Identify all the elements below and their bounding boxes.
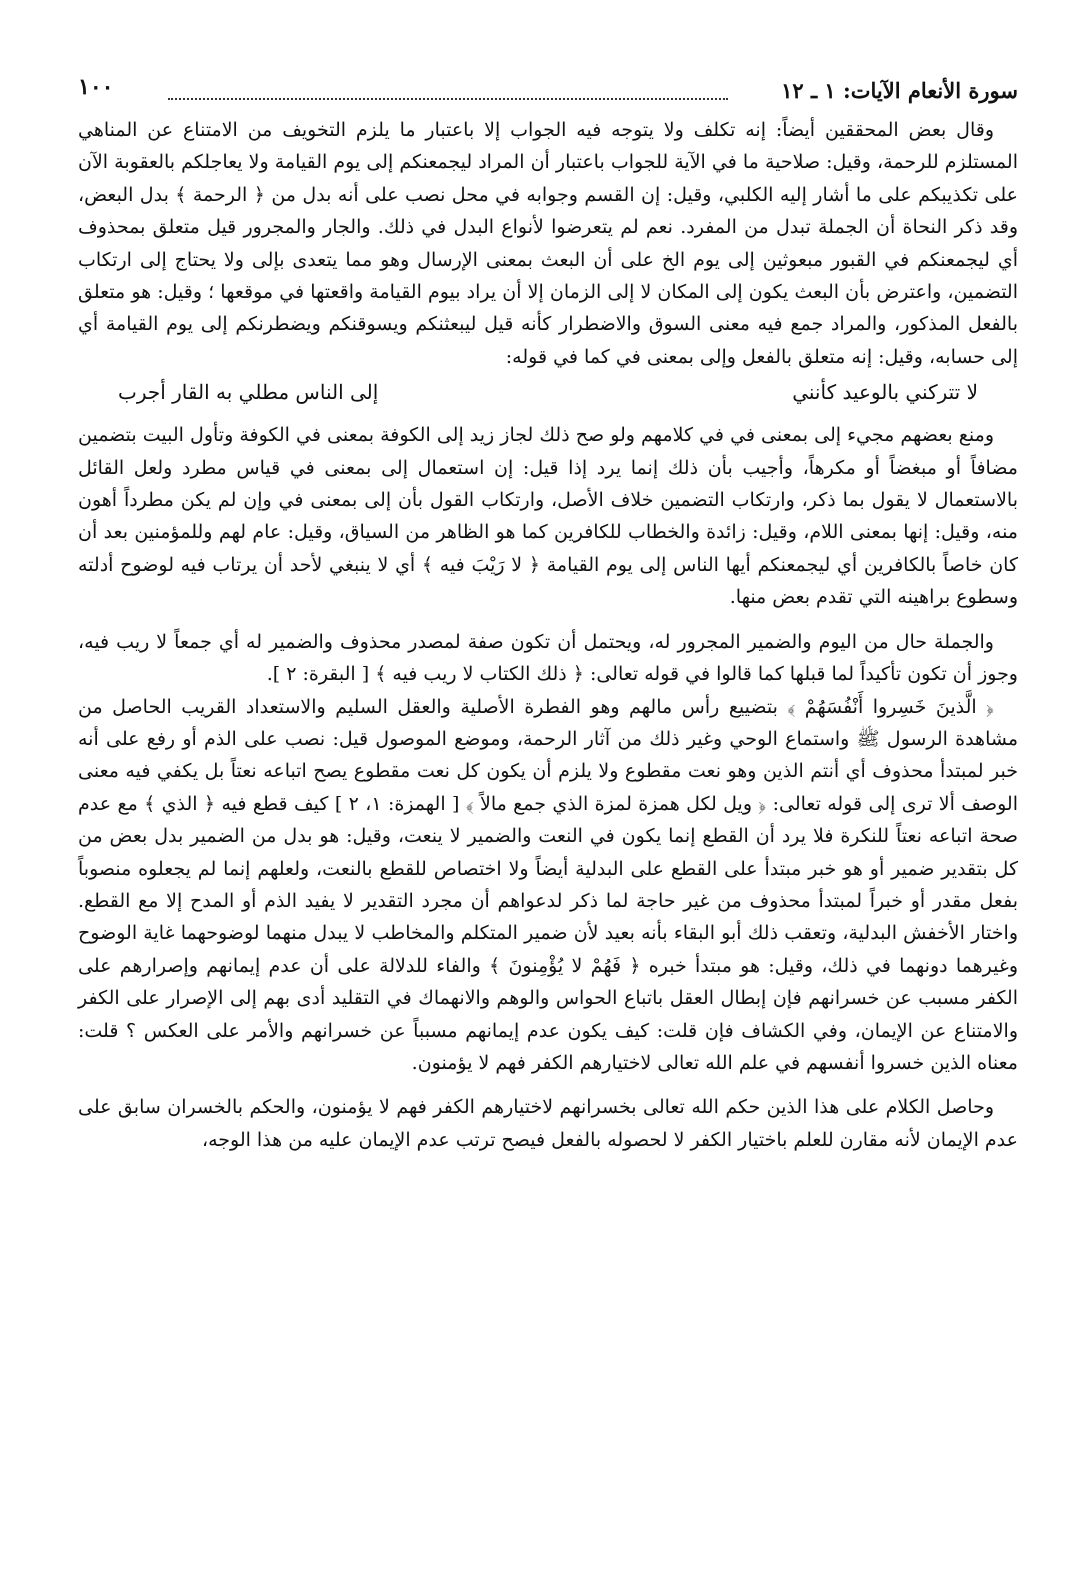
surah-title: سورة الأنعام الآيات: ١ ـ ١٢ xyxy=(781,78,1018,103)
page-number: ١٠٠ xyxy=(78,74,114,100)
paragraph-1: وقال بعض المحققين أيضاً: إنه تكلف ولا يتوجه فيه الجواب إلا باعتبار ما يلزم التخويف من الامتناع عن المناهي المستلزم للرحمة، وقيل: صلاحية ما في الآية للجواب باعتبار أن المراد ليجمعنكم إلى يوم القيامة ولا يعاجلكم بالعقوبة الآن على تكذيبكم على ما أشار إليه الكلبي، وقيل: إن القسم وجوابه في محل نصب على أنه بدل من ﴿ الرحمة ﴾ بدل البعض، وقد ذكر النحاة أن الجملة تبدل من المفرد. نعم لم يتعرضوا لأنواع البدل في ذلك. والجار والمجرور قيل متعلق بمحذوف أي ليجمعنكم في القبور مبعوثين إلى يوم الخ على أن البعث بمعنى الإرسال وهو مما يتعدى بإلى ولا يحتاج إلى ارتكاب التضمين، واعترض بأن البعث يكون إلى المكان لا إلى الزمان إلا أن يراد بيوم القيامة واقعتها في موقعها ؛ وقيل: هو متعلق بالفعل المذكور، والمراد جمع فيه معنى السوق والاضطرار كأنه قيل ليبعثنكم ويسوقنكم ويضطرنكم إلى يوم القيامة أي إلى حسابه، وقيل: إنه متعلق بالفعل وإلى بمعنى في كما في قوله: xyxy=(78,119,1018,368)
verse-first-hemistich: لا تتركني بالوعيد كأنني xyxy=(792,380,978,405)
paragraph-3: والجملة حال من اليوم والضمير المجرور له، ويحتمل أن تكون صفة لمصدر محذوف والضمير له أي جمعاً لا ريب فيه، وجوز أن تكون تأكيداً لما قبلها كما قالوا في قوله تعالى: ﴿ ذلك الكتاب لا ريب فيه ﴾ [ البقرة: ٢ ]. xyxy=(78,630,1018,686)
page-header xyxy=(78,70,1018,114)
page xyxy=(78,70,1018,1156)
header-dotted-leader xyxy=(168,76,728,100)
verse-second-hemistich: إلى الناس مطلي به القار أجرب xyxy=(118,380,379,405)
paragraph-4: ﴿ الَّذينَ خَسِروا أَنْفُسَهُمْ ﴾ بتضييع رأس مالهم وهو الفطرة الأصلية والعقل السليم والاستعداد القريب الحاصل من مشاهدة الرسول ﷺ واستماع الوحي وغير ذلك من آثار الرحمة، وموضع الموصول قيل: نصب على الذم أو رفع على أنه خبر لمبتدأ محذوف أي أنتم الذين وهو نعت مقطوع ولا يلزم أن يكون كل نعت مقطوع يصح اتباعه نعتاً بل يكفي فيه معنى الوصف ألا ترى إلى قوله تعالى: ﴿ ويل لكل همزة لمزة الذي جمع مالاً ﴾ [ الهمزة: ١، ٢ ] كيف قطع فيه ﴿ الذي ﴾ مع عدم صحة اتباعه نعتاً للنكرة فلا يرد أن القطع إنما يكون في النعت والضمير لا ينعت، وقيل: هو بدل من الضمير بدل بعض من كل بتقدير ضمير أو هو خبر مبتدأ على القطع على البدلية أيضاً ولا اختصاص للقطع بالنعت، ولعلهم إنما لم يجعلوه منصوباً بفعل مقدر أو خبراً لمبتدأ محذوف من غير حاجة لما ذكر لدعواهم أن مجرد التقدير لا يفيد الذم أو المدح إلا مع القطع. واختار الأخفش البدلية، وتعقب ذلك أبو البقاء بأنه بعيد لأن ضمير المتكلم والمخاطب لا يبدل منهما لوضوحهما غاية الوضوح وغيرهما دونهما في ذلك، وقيل: هو مبتدأ خبره ﴿ فَهُمْ لا يُؤْمِنونَ ﴾ والفاء للدلالة على أن عدم إيمانهم وإصرارهم على الكفر مسبب عن خسرانهم فإن إبطال العقل باتباع الحواس والوهم والانهماك في التقليد أدى بهم إلى الإصرار على الكفر والامتناع عن الإيمان، وفي الكشاف فإن قلت: كيف يكون عدم إيمانهم مسبباً عن خسرانهم والأمر على العكس ؟ قلت: معناه الذين خسروا أنفسهم في علم الله تعالى لاختيارهم الكفر فهم لا يؤمنون. xyxy=(78,695,1019,1074)
poetry-verse xyxy=(78,375,1018,409)
paragraph-2: ومنع بعضهم مجيء إلى بمعنى في في كلامهم ولو صح ذلك لجاز زيد إلى الكوفة بمعنى في الكوفة وتأول البيت بتضمين مضافاً أو مبغضاً أو مكرهاً، وأجيب بأن ذلك إنما يرد إذا قيل: إن استعمال إلى بمعنى في قياس مطرد ولعل القائل بالاستعمال لا يقول بما ذكر، وارتكاب التضمين خلاف الأصل، وارتكاب القول بأن إلى بمعنى في وإن لم يكن مطرداً أهون منه، وقيل: إنها بمعنى اللام، وقيل: زائدة والخطاب للكافرين كما هو الظاهر من السياق، وقيل: عام لهم وللمؤمنين بعد أن كان خاصاً بالكافرين أي ليجمعنكم أيها الناس إلى يوم القيامة ﴿ لا رَيْبَ فيه ﴾ أي لا ينبغي لأحد أن يرتاب فيه لوضوح أدلته وسطوع براهينه التي تقدم بعض منها. xyxy=(78,424,1018,609)
paragraph-5: وحاصل الكلام على هذا الذين حكم الله تعالى بخسرانهم لاختيارهم الكفر فهم لا يؤمنون، والحكم بالخسران سابق على عدم الإيمان لأنه مقارن للعلم باختيار الكفر لا لحصوله بالفعل فيصح ترتب عدم الإيمان عليه من هذا الوجه، xyxy=(78,1096,1018,1151)
